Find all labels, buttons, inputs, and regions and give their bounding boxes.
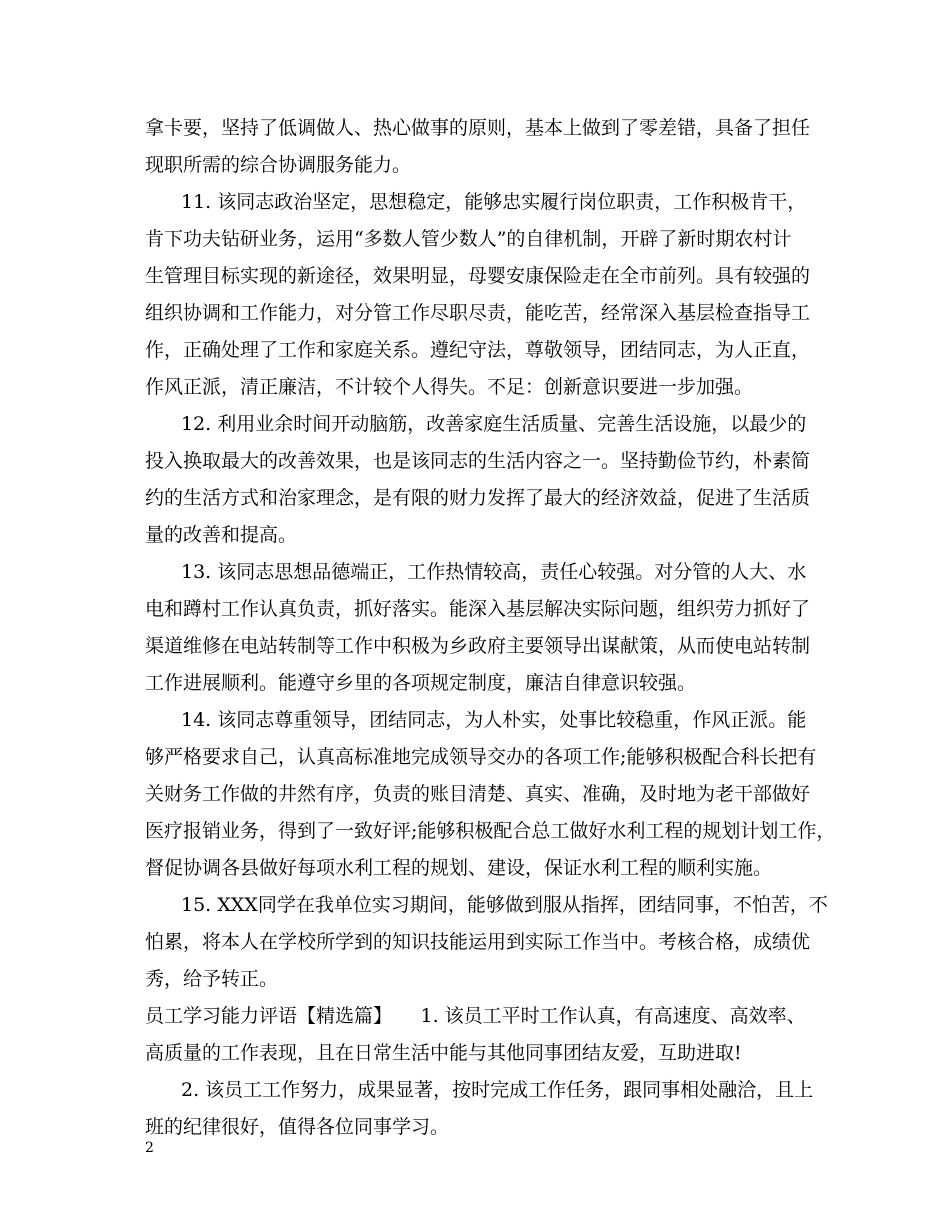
text-line: 渠道维修在电站转制等工作中积极为乡政府主要领导出谋献策，从而使电站转制 [145,635,811,657]
text-line: 投入换取最大的改善效果，也是该同志的生活内容之一。坚持勤俭节约，朴素简 [145,450,811,472]
text-line: 作风正派，清正廉洁，不计较个人得失。不足：创新意识要进一步加强。 [145,376,754,398]
text-line: 高质量的工作表现，且在日常生活中能与其他同事团结友爱，互助进取! [145,1042,742,1064]
text-line: 怕累，将本人在学校所学到的知识技能运用到实际工作当中。考核合格，成绩优 [145,931,811,953]
text-line: 督促协调各县做好每项水利工程的规划、建设，保证水利工程的顺利实施。 [145,857,773,879]
text-line: 班的纪律很好，值得各位同事学习。 [145,1116,450,1138]
page-number: 2 [145,1140,154,1156]
text-line: 工作进展顺利。能遵守乡里的各项规定制度，廉洁自律意识较强。 [145,672,697,694]
text-line: 12. 利用业余时间开动脑筋，改善家庭生活质量、完善生活设施，以最少的 [181,413,807,435]
text-line: 15. XXX同学在我单位实习期间，能够做到服从指挥，团结同事，不怕苦，不 [181,894,828,916]
text-line: 组织协调和工作能力，对分管工作尽职尽责，能吃苦，经常深入基层检查指导工 [145,302,811,324]
text-line: 电和蹲村工作认真负责，抓好落实。能深入基层解决实际问题，组织劳力抓好了 [145,598,811,620]
text-line: 2. 该员工工作努力，成果显著，按时完成工作任务，跟同事相处融洽，且上 [181,1079,814,1101]
text-line: 肯下功夫钻研业务，运用“多数人管少数人”的自律机制，开辟了新时期农村计 [145,228,792,250]
text-line: 医疗报销业务，得到了一致好评;能够积极配合总工做好水利工程的规划计划工作， [145,820,836,842]
text-line: 现职所需的综合协调服务能力。 [145,154,412,176]
text-line: 够严格要求自己，认真高标准地完成领导交办的各项工作;能够积极配合科长把有 [145,746,817,768]
text-line: 量的改善和提高。 [145,524,298,546]
text-line: 作，正确处理了工作和家庭关系。遵纪守法，尊敬领导，团结同志，为人正直， [145,339,811,361]
text-line: 13. 该同志思想品德端正，工作热情较高，责任心较强。对分管的人大、水 [181,561,807,583]
text-line: 约的生活方式和治家理念，是有限的财力发挥了最大的经济效益，促进了生活质 [145,487,811,509]
text-line: 14. 该同志尊重领导，团结同志，为人朴实，处事比较稳重，作风正派。能 [181,709,807,731]
text-line: 关财务工作做的井然有序，负责的账目清楚、真实、准确，及时地为老干部做好 [145,783,811,805]
text-line: 生管理目标实现的新途径，效果明显，母婴安康保险走在全市前列。具有较强的 [145,265,811,287]
text-line: 拿卡要，坚持了低调做人、热心做事的原则，基本上做到了零差错，具备了担任 [145,117,811,139]
text-line: 秀，给予转正。 [145,968,279,990]
section-heading-line: 员工学习能力评语【精选篇】 1. 该员工平时工作认真，有高速度、高效率、 [145,1005,806,1027]
text-line: 11. 该同志政治坚定，思想稳定，能够忠实履行岗位职责，工作积极肯干， [181,191,807,213]
